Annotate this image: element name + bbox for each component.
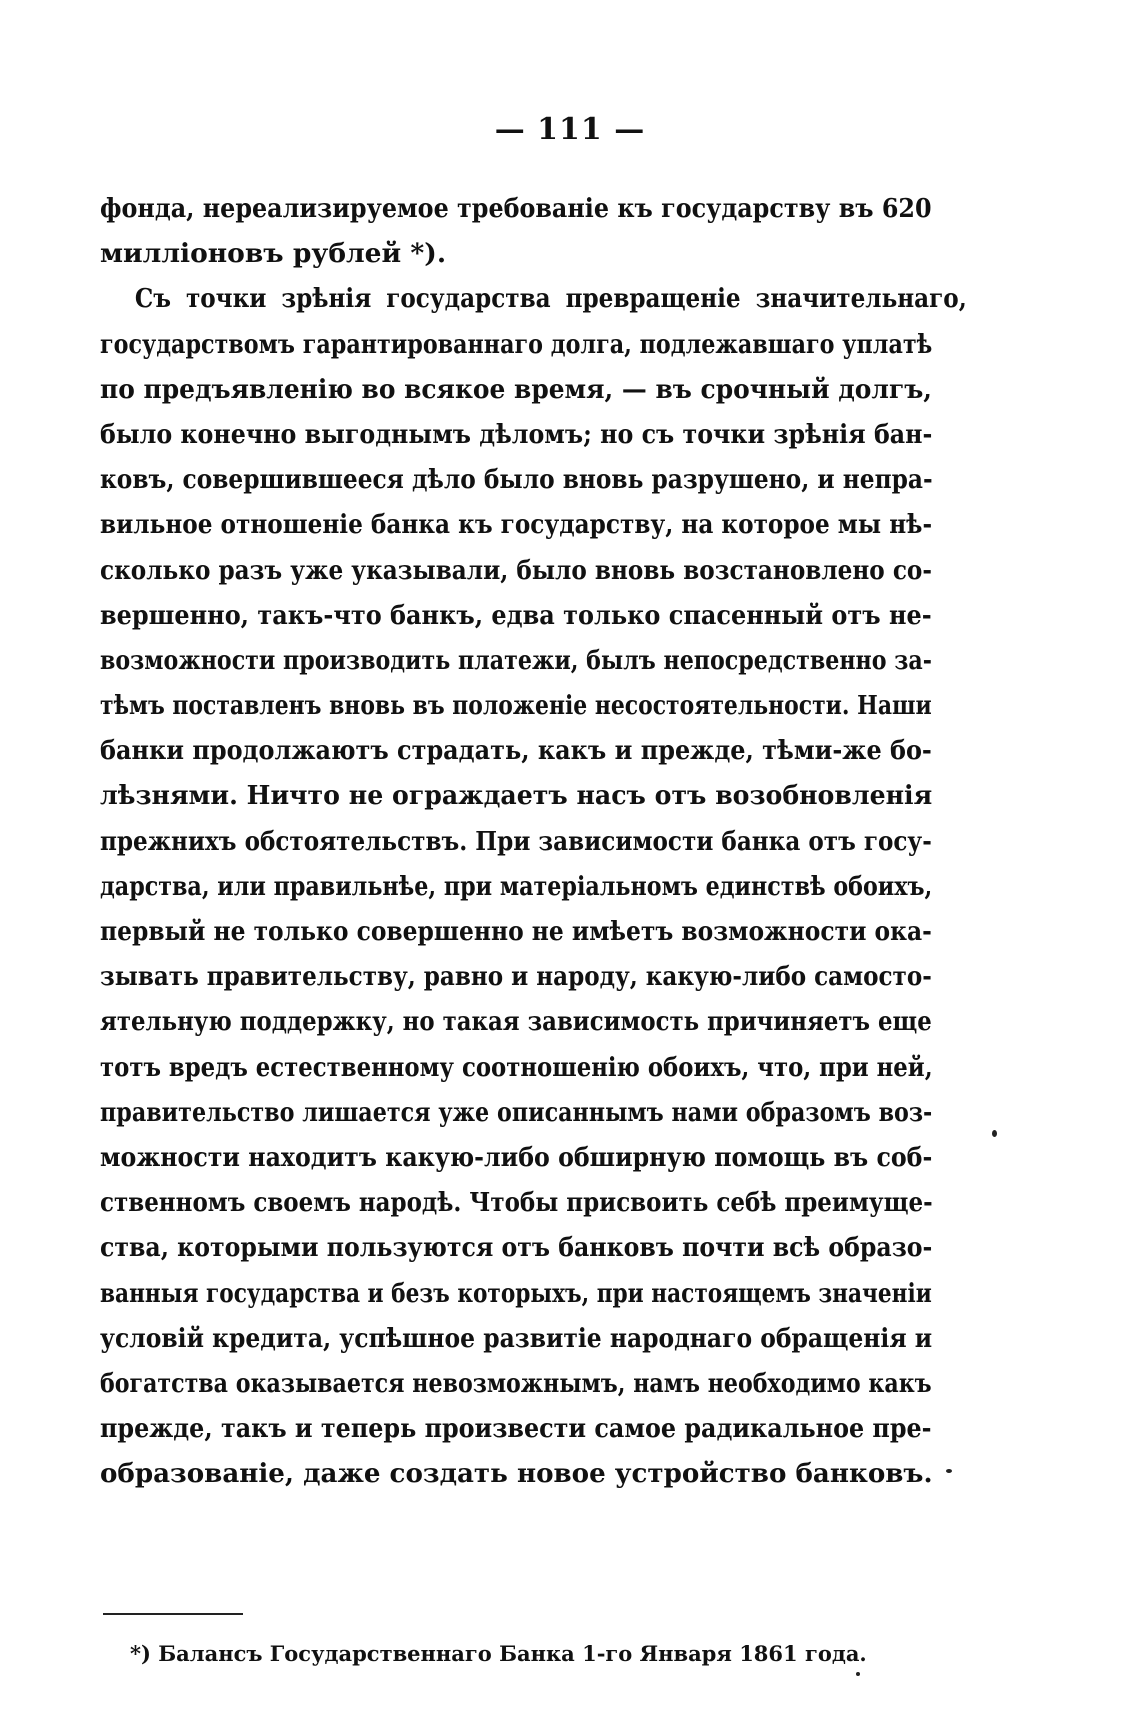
text-line: условій кредита, успѣшное развитіе народнаго обращенія и — [100, 1322, 932, 1354]
text-line: государствомъ гарантированнаго долга, подлежавшаго уплатѣ — [100, 328, 933, 360]
text-line: дарства, или правильнѣе, при матеріальномъ единствѣ обоихъ, — [100, 870, 933, 902]
text-line: банки продолжаютъ страдать, какъ и прежде, тѣми-же бо- — [100, 735, 932, 767]
footnote-rule — [103, 1613, 243, 1615]
text-line: лѣзнями. Ничто не ограждаетъ насъ отъ возобновленія — [100, 780, 933, 812]
text-line: фонда, нереализируемое требованіе къ государству въ 620 — [100, 193, 932, 224]
text-line: милліоновъ рублей *). — [100, 238, 447, 270]
text-line: ковъ, совершившееся дѣло было вновь разрушено, и непра- — [100, 464, 933, 496]
text-line: правительство лишается уже описаннымъ нами образомъ воз- — [100, 1096, 933, 1128]
text-line: можности находитъ какую-либо обширную помощь въ соб- — [100, 1141, 933, 1173]
text-line: ятельную поддержку, но такая зависимость причиняетъ еще — [100, 1006, 932, 1038]
text-line: ственномъ своемъ народѣ. Чтобы присвоить себѣ преимуще- — [100, 1187, 933, 1219]
text-line: вершенно, такъ-что банкъ, едва только спасенный отъ не- — [100, 599, 932, 631]
text-line: сколько разъ уже указывали, было вновь возстановлено со- — [100, 554, 932, 586]
text-line: ства, которыми пользуются отъ банковъ почти всѣ образо- — [100, 1232, 933, 1264]
body-text — [100, 186, 967, 1496]
text-line: возможности производить платежи, былъ непосредственно за- — [100, 644, 932, 676]
page-number: — 111 — — [494, 112, 646, 147]
text-line: прежнихъ обстоятельствъ. При зависимости банка отъ госу- — [100, 825, 932, 857]
text-line: прежде, такъ и теперь произвести самое радикальное пре- — [100, 1413, 932, 1445]
text-line: богатства оказывается невозможнымъ, намъ необходимо какъ — [100, 1367, 932, 1399]
text-line: первый не только совершенно не имѣетъ возможности ока- — [100, 916, 932, 947]
text-line: тѣмъ поставленъ вновь въ положеніе несостоятельности. Наши — [100, 690, 932, 722]
text-line: зывать правительству, равно и народу, какую-либо самосто- — [100, 961, 932, 993]
text-line: образованіе, даже создать новое устройство банковъ. — [100, 1458, 933, 1490]
text-line: было конечно выгоднымъ дѣломъ; но съ точки зрѣнія бан- — [100, 418, 933, 450]
ink-speck — [992, 1130, 997, 1137]
ink-speck — [946, 1469, 952, 1473]
footnote: *) Балансъ Государственнаго Банка 1-го Января 1861 года. — [130, 1641, 867, 1666]
text-line: тотъ вредъ естественному соотношенію обоихъ, что, при ней, — [100, 1051, 933, 1083]
text-line: Съ точки зрѣнія государства превращеніе значительнаго, — [134, 283, 967, 315]
text-line: вильное отношеніе банка къ государству, на которое мы нѣ- — [100, 509, 933, 541]
text-line: ванныя государства и безъ которыхъ, при настоящемъ значеніи — [100, 1277, 932, 1309]
ink-speck — [856, 1672, 860, 1676]
text-line: по предъявленію во всякое время, — въ срочный долгъ, — [100, 373, 932, 405]
